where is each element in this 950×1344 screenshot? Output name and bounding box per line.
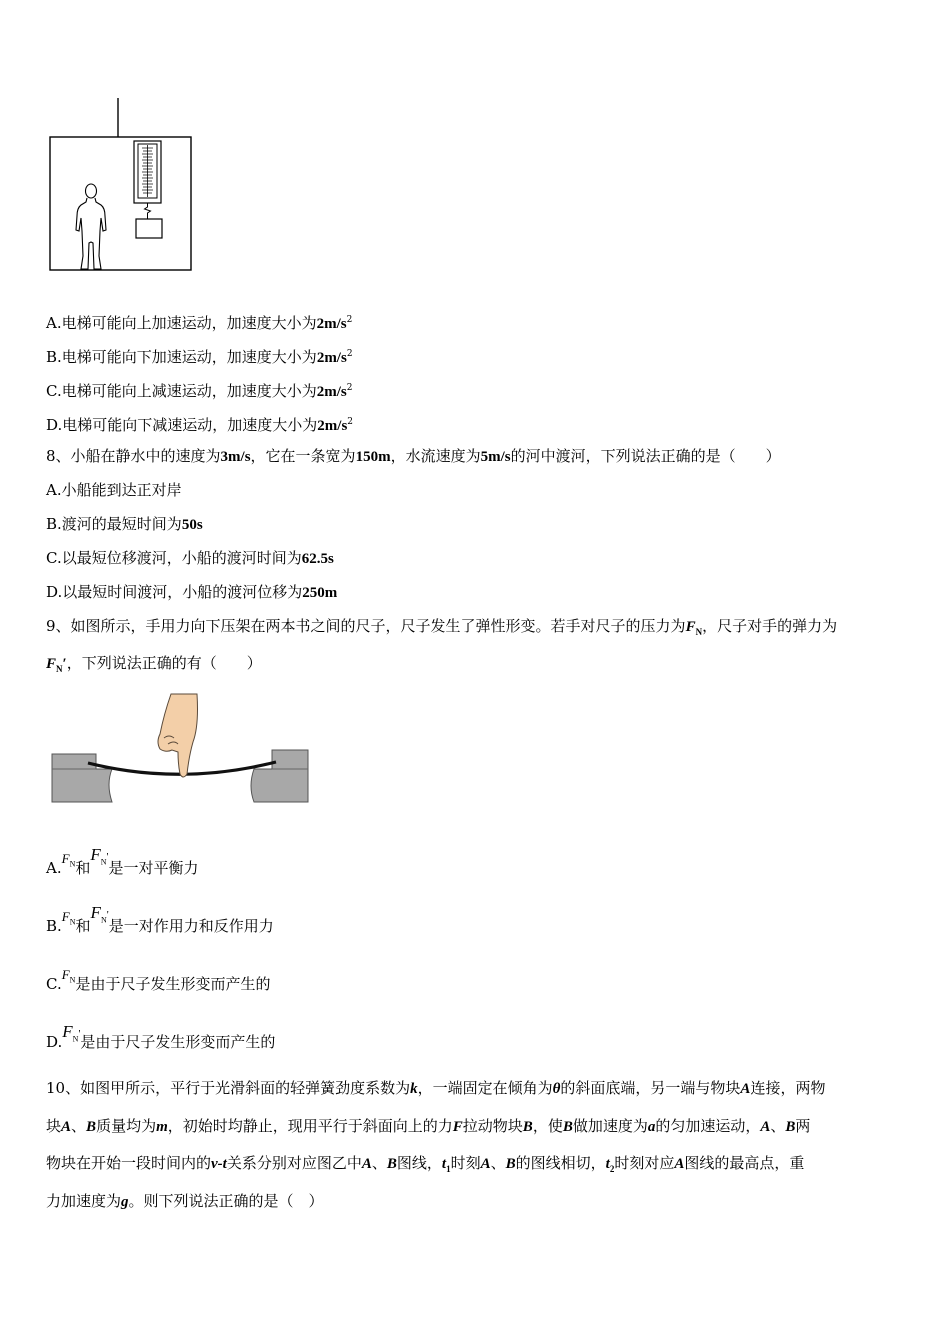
elevator-box [50, 137, 191, 270]
q10-stem-line3: 物块在开始一段时间内的v-t关系分别对应图乙中A、B图线，$t_1$时刻A、B的图线相切，$t_2$时刻对应A图线的最高点，重 [46, 1154, 805, 1174]
option-letter: C. [46, 975, 62, 993]
spring-scale [134, 141, 161, 219]
option-text: 电梯可能向上加速运动，加速度大小为 [61, 314, 317, 332]
option-letter: C. [46, 549, 62, 567]
option-letter: B. [46, 515, 62, 533]
option-value: 62.5s [301, 551, 334, 567]
option-value: 250m [302, 585, 338, 601]
q10-stem-line1: 10、如图甲所示，平行于光滑斜面的轻弹簧劲度系数为k，一端固定在倾角为θ的斜面底端，另一端与物块A连接，两物 [46, 1079, 826, 1097]
option-letter: C. [46, 382, 62, 400]
q9-option-d[interactable] [46, 1022, 276, 1056]
option-letter: A. [46, 314, 62, 332]
person-figure [76, 184, 106, 269]
q8-option-a[interactable] [46, 480, 182, 500]
option-text: 渡河的最短时间为 [61, 515, 182, 533]
q8-option-d[interactable] [46, 582, 337, 603]
right-book [251, 750, 308, 802]
q7-option-b[interactable] [46, 344, 353, 368]
option-value: 2m/s [316, 316, 347, 332]
q8-option-c[interactable] [46, 548, 334, 569]
fn-symbol: $F_N$ [61, 851, 76, 869]
option-letter: B. [46, 348, 62, 366]
option-letter: B. [46, 917, 62, 935]
superscript: 2 [346, 383, 353, 393]
q9-option-a[interactable]: $A.F_N$和$F_N'$是一对平衡力 [46, 845, 199, 877]
q9-stem-line2: $F_N'$，下列说法正确的有（ ） [46, 654, 262, 674]
q10-stem-line4: 力加速度为g。则下列说法正确的是（ ） [46, 1192, 324, 1210]
superscript: 2 [346, 349, 353, 359]
left-book [52, 754, 112, 802]
option-text: 电梯可能向下加速运动，加速度大小为 [61, 348, 317, 366]
option-value: 2m/s [316, 350, 347, 366]
fn-prime-symbol: $F_N'$ [62, 1022, 81, 1044]
option-text: 是由于尺子发生形变而产生的 [75, 975, 271, 993]
q9-option-c[interactable] [46, 968, 270, 998]
q7-option-a[interactable] [46, 310, 352, 334]
option-text: 以最短时间渡河，小船的渡河位移为 [62, 583, 303, 601]
fn-prime-symbol: $F_N'$ [90, 845, 109, 867]
option-text: 以最短位移渡河，小船的渡河时间为 [61, 549, 302, 567]
option-letter: A. [46, 859, 62, 877]
superscript: 2 [346, 315, 353, 325]
option-value: 2m/s [316, 384, 347, 400]
elevator-figure [40, 96, 205, 276]
fn-symbol: $F_N$ [61, 967, 76, 985]
hanging-block [136, 219, 162, 238]
option-text: 电梯可能向上减速运动，加速度大小为 [61, 382, 317, 400]
option-text: 是一对平衡力 [108, 859, 199, 877]
q8-stem: 8、小船在静水中的速度为3m/s，它在一条宽为150m，水流速度为5m/s的河中渡河，下列说法正确的是（ ） [46, 447, 781, 465]
q9-stem-line1: 9、如图所示，手用力向下压架在两本书之间的尺子，尺子发生了弹性形变。若手对尺子的压力为$F_N$，尺子对手的弹力为 [46, 617, 838, 637]
hand [158, 694, 198, 777]
option-letter: D. [46, 1033, 63, 1051]
option-value: 50s [181, 517, 203, 533]
q8-option-b[interactable] [46, 514, 203, 535]
q10-stem-line2: 块A、B质量均为m，初始时均静止，现用平行于斜面向上的力F拉动物块B，使B做加速度为a的匀加速运动，A、B两 [46, 1117, 811, 1135]
ruler-hand-figure [50, 692, 310, 807]
fn-prime-symbol: $F_N'$ [90, 903, 109, 925]
fn-symbol: $F_N$ [61, 909, 76, 927]
option-text: 电梯可能向下减速运动，加速度大小为 [62, 416, 318, 434]
option-letter: D. [46, 583, 63, 601]
option-letter: D. [46, 416, 63, 434]
option-value: 2m/s [317, 418, 348, 434]
option-letter: A. [46, 481, 62, 499]
option-text: 小船能到达正对岸 [61, 481, 182, 499]
q7-option-d[interactable] [46, 412, 353, 436]
option-text: 是由于尺子发生形变而产生的 [80, 1033, 276, 1051]
option-text: 是一对作用力和反作用力 [108, 917, 274, 935]
q7-option-c[interactable] [46, 378, 352, 402]
q9-option-b[interactable]: $B.F_N$和$F_N'$是一对作用力和反作用力 [46, 903, 274, 935]
superscript: 2 [347, 417, 354, 427]
